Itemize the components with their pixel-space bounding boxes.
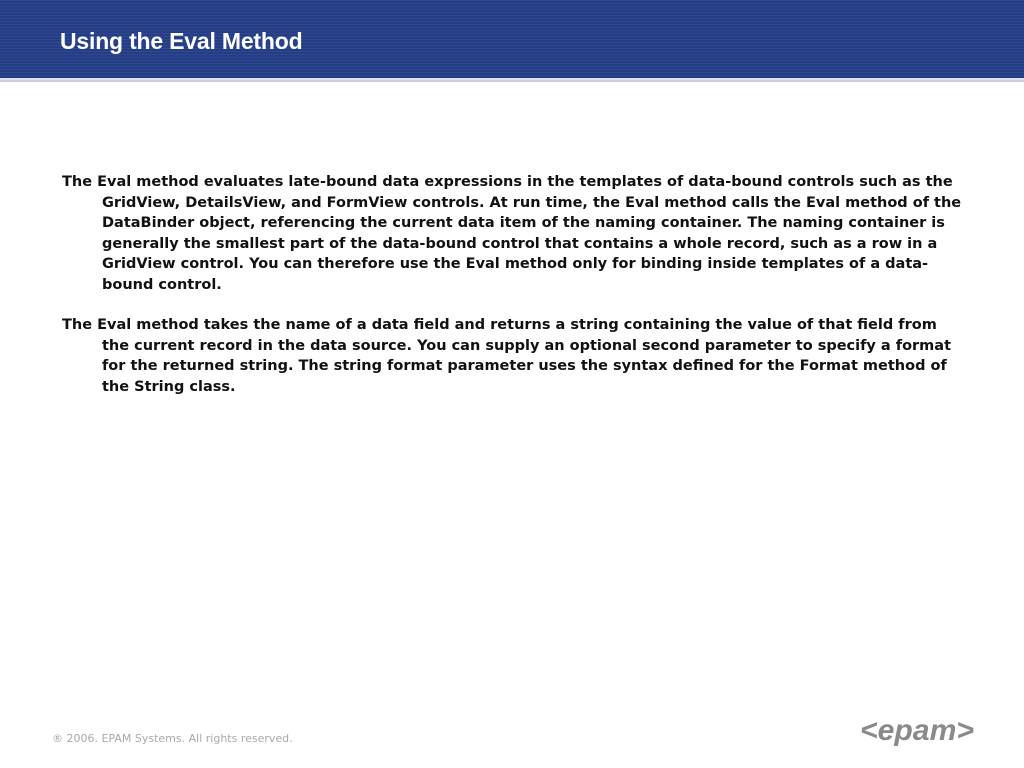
slide-title: Using the Eval Method (60, 28, 303, 54)
epam-logo-text: <epam> (860, 714, 974, 747)
epam-logo (858, 712, 976, 748)
slide-body (62, 172, 962, 417)
body-paragraph-2: The Eval method takes the name of a data field and returns a string containing the value of that field from the current record in the data source. You can supply an optional second parameter to specify a format for the returned string. The string format parameter uses the syntax defined for the Format method of the String class. (62, 317, 952, 395)
footer-copyright: ® 2006. EPAM Systems. All rights reserved. (52, 732, 293, 745)
header-divider (0, 78, 1024, 80)
body-paragraph-1: The Eval method evaluates late-bound data expressions in the templates of data-bound controls such as the GridView, DetailsView, and FormView controls. At run time, the Eval method calls the Eval method of the DataBinder object, referencing the current data item of the naming container. The naming container is generally the smallest part of the data-bound control that contains a whole record, such as a row in a GridView control. You can therefore use the Eval method only for binding inside templates of a data-bound control. (62, 174, 962, 293)
header-bar (0, 0, 1024, 82)
